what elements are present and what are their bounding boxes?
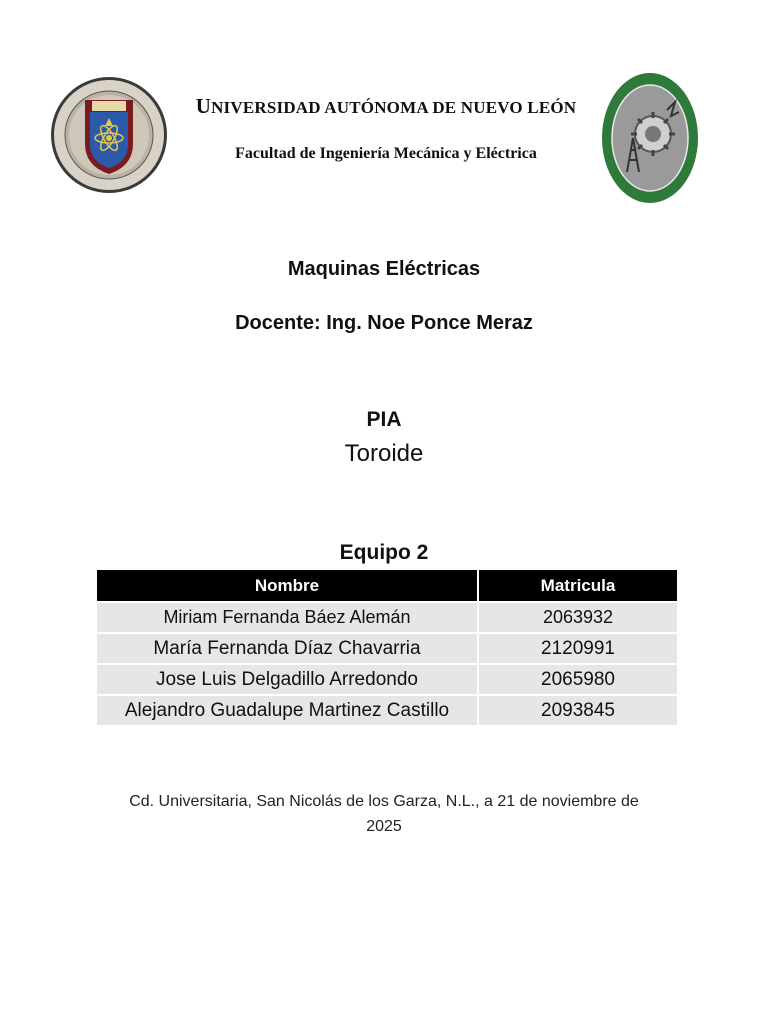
fime-seal-logo [601, 72, 699, 204]
place-date-line1: Cd. Universitaria, San Nicolás de los Garza, N.L., a 21 de noviembre de [129, 793, 639, 810]
place-date [98, 789, 670, 839]
table-row [97, 695, 677, 725]
member-id: 2120991 [478, 633, 677, 664]
uanl-seal-logo [50, 76, 168, 194]
member-id: 2093845 [478, 695, 677, 725]
member-name: Miriam Fernanda Báez Alemán [97, 602, 478, 633]
column-header-name: Nombre [97, 570, 478, 602]
member-name: María Fernanda Díaz Chavarria [97, 633, 478, 664]
table-header-row [97, 570, 677, 602]
member-name: Jose Luis Delgadillo Arredondo [97, 664, 478, 695]
document-title: Toroide [344, 440, 424, 467]
university-name-initial: U [195, 94, 212, 118]
course-title: Maquinas Eléctricas [287, 258, 481, 280]
member-id: 2065980 [478, 664, 677, 695]
document-type: PIA [366, 408, 402, 431]
table-row [97, 602, 677, 633]
university-name-rest: NIVERSIDAD AUTÓNOMA DE NUEVO LEÓN [211, 98, 577, 117]
column-header-id: Matricula [478, 570, 677, 602]
table-row [97, 633, 677, 664]
team-heading: Equipo 2 [339, 541, 429, 564]
team-table [97, 570, 677, 725]
faculty-name: Facultad de Ingeniería Mecánica y Eléctrica [235, 145, 537, 162]
place-date-line2: 2025 [366, 818, 402, 835]
table-row [97, 664, 677, 695]
teacher-name: Docente: Ing. Noe Ponce Meraz [235, 312, 533, 334]
member-id: 2063932 [478, 602, 677, 633]
university-name [178, 94, 594, 119]
member-name: Alejandro Guadalupe Martinez Castillo [97, 695, 478, 725]
